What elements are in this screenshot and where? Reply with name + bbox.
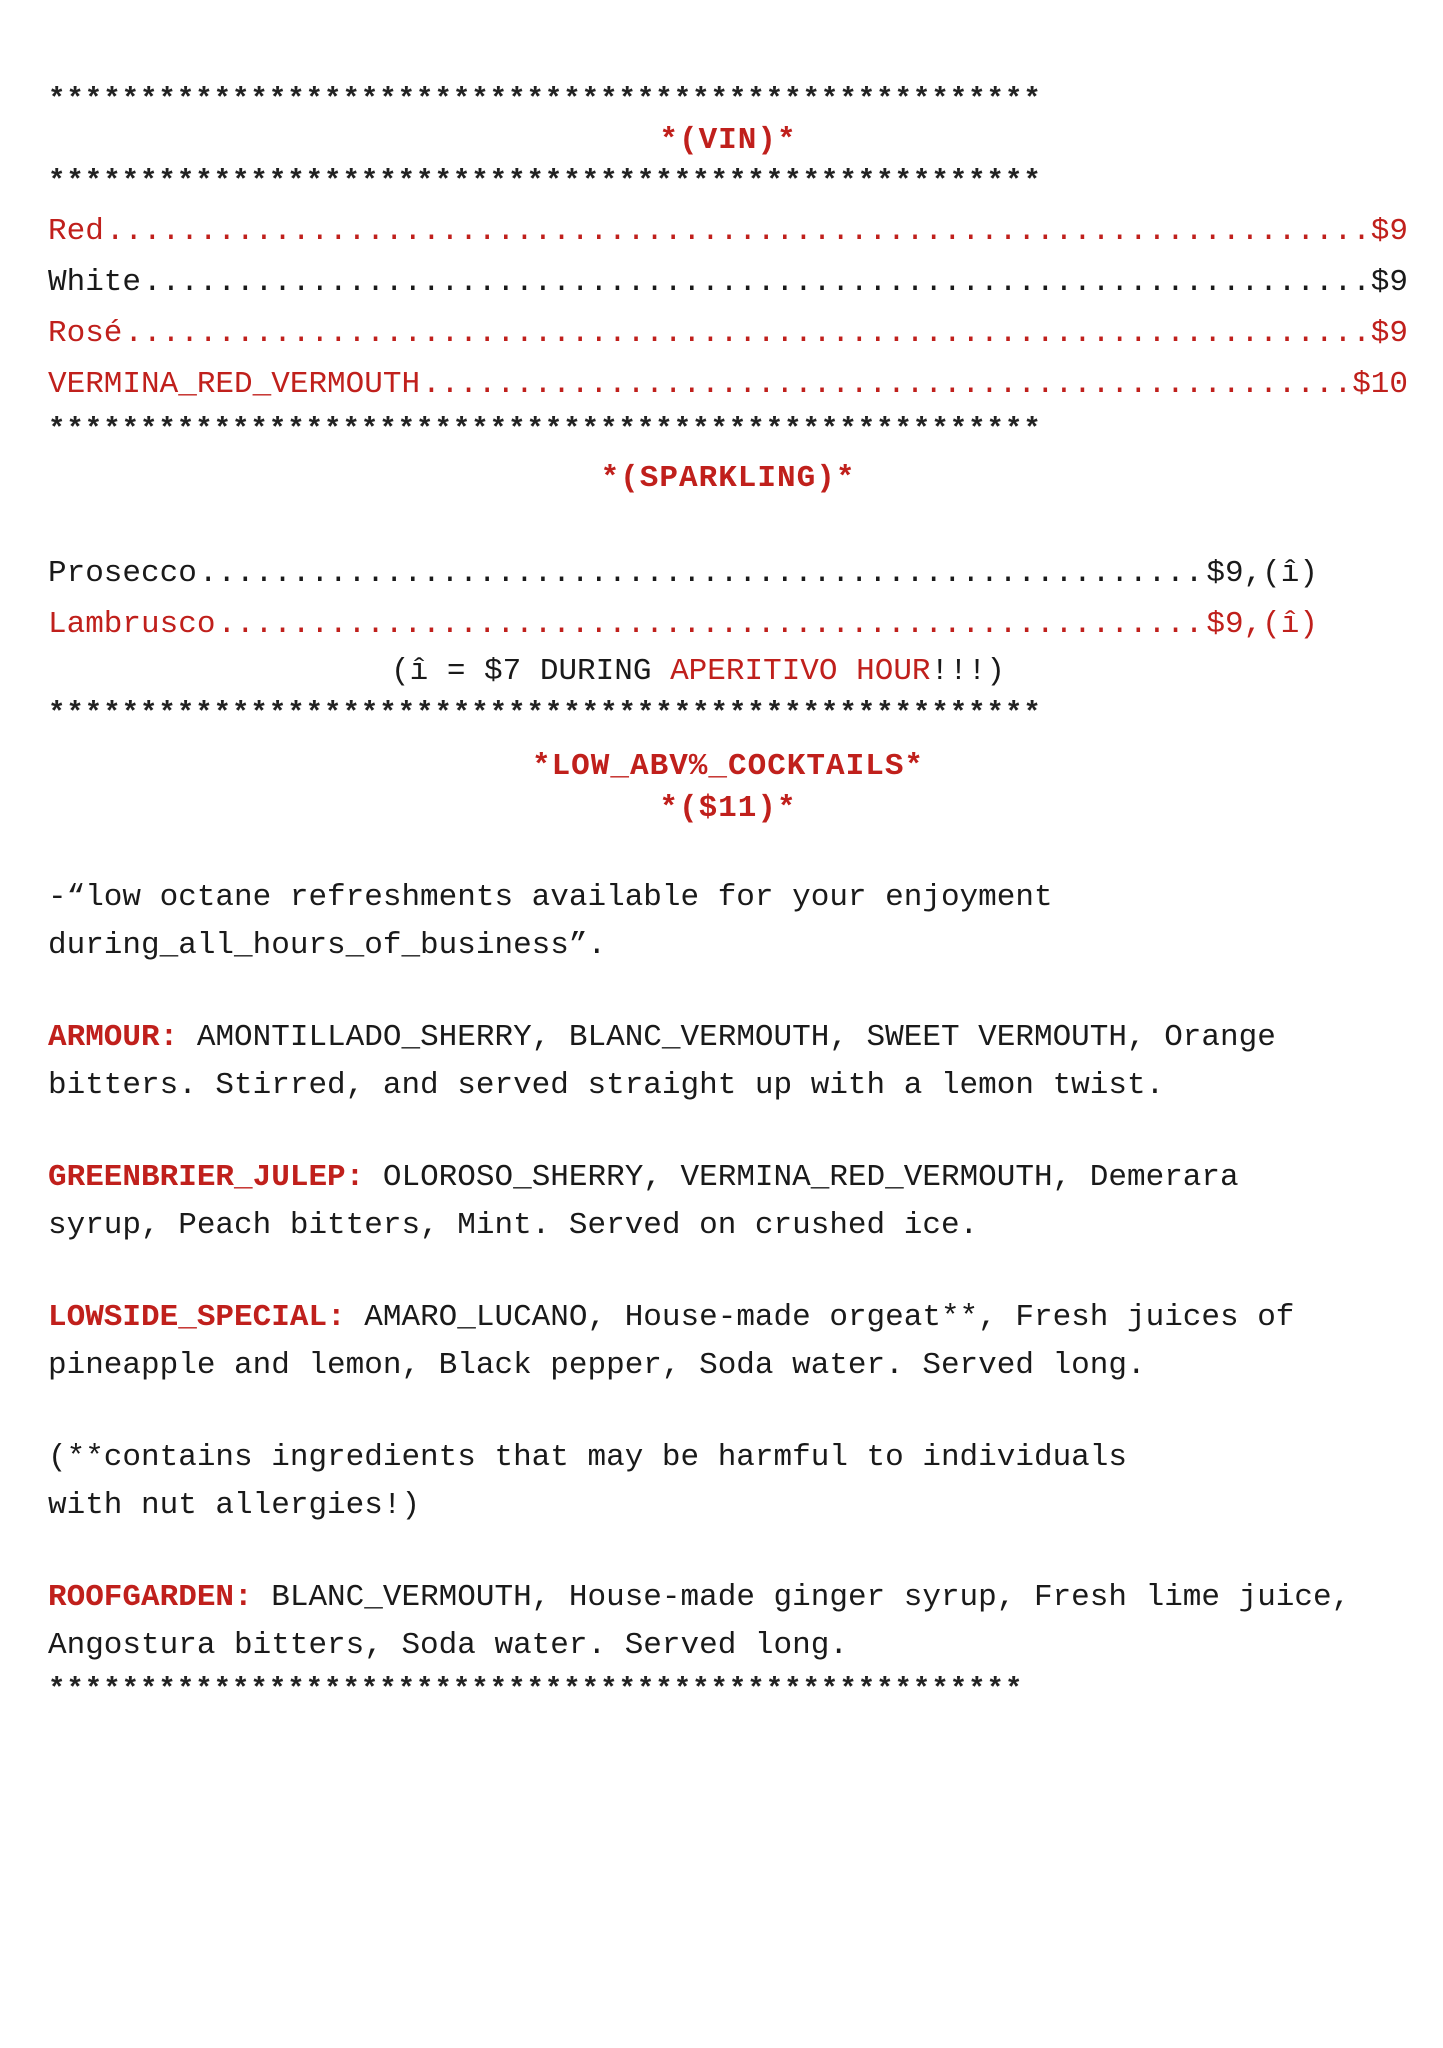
cocktail-description: OLOROSO_SHERRY, VERMINA_RED_VERMOUTH, Demerara syrup, Peach bitters, Mint. Served on crushed ice.	[48, 1160, 1239, 1243]
vin-heading: *(VIN)*	[659, 123, 797, 158]
star-divider: ******************************************************	[48, 413, 1042, 446]
leader-dots	[199, 548, 1205, 599]
cocktail-description: AMONTILLADO_SHERRY, BLANC_VERMOUTH, SWEET VERMOUTH, Orange bitters. Stirred, and served straight up with a lemon twist.	[48, 1020, 1276, 1103]
item-price: $10	[1352, 367, 1408, 402]
cocktail-name: ARMOUR:	[48, 1020, 179, 1055]
note-highlight: APERITIVO HOUR	[670, 654, 931, 689]
note-prefix: (î = $7 DURING	[391, 654, 671, 689]
cocktail-lowside-special	[48, 1294, 1368, 1390]
star-divider: ******************************************************	[48, 83, 1042, 116]
leader-dots	[143, 257, 1369, 308]
item-price: $9	[1370, 214, 1408, 249]
cocktail-description: BLANC_VERMOUTH, House-made ginger syrup, Fresh lime juice, Angostura bitters, Soda water. Served long.	[48, 1580, 1351, 1663]
star-divider: ******************************************************	[48, 165, 1042, 198]
note-suffix: !!!)	[930, 654, 1005, 689]
menu-row-vermina	[48, 359, 1408, 410]
cocktail-name: GREENBRIER_JULEP:	[48, 1160, 365, 1195]
star-divider-end: *****************************************************	[48, 1673, 1024, 1706]
item-name: Prosecco	[48, 556, 197, 591]
star-divider: ******************************************************	[48, 697, 1042, 730]
vin-list	[48, 206, 1408, 410]
cocktail-greenbrier-julep	[48, 1154, 1368, 1250]
allergy-note: (**contains ingredients that may be harmful to individuals with nut allergies!)	[48, 1440, 1127, 1523]
item-price: $9	[1370, 265, 1408, 300]
cocktail-description: AMARO_LUCANO, House-made orgeat**, Fresh juices of pineapple and lemon, Black pepper, Soda water. Served long.	[48, 1300, 1295, 1383]
cocktails-heading: *LOW_ABV%_COCKTAILS*	[531, 749, 925, 784]
menu-row-lambrusco	[48, 599, 1318, 650]
cocktails-intro: -“low octane refreshments available for your enjoyment during_all_hours_of_business”.	[48, 880, 1053, 963]
sparkling-list	[48, 548, 1318, 650]
menu-row-prosecco	[48, 548, 1318, 599]
cocktails-price: *($11)*	[659, 791, 797, 826]
leader-dots	[106, 206, 1369, 257]
cocktail-roofgarden	[48, 1574, 1368, 1670]
item-name: Red	[48, 214, 104, 249]
item-price: $9	[1370, 316, 1408, 351]
item-name: Rosé	[48, 316, 123, 351]
menu-page	[48, 80, 1408, 1710]
sparkling-heading: *(SPARKLING)*	[600, 461, 856, 496]
item-name: VERMINA_RED_VERMOUTH	[48, 367, 421, 402]
aperitivo-note	[0, 650, 1408, 694]
leader-dots	[217, 599, 1204, 650]
leader-dots	[422, 359, 1350, 410]
item-price: $9,(î)	[1206, 607, 1318, 642]
menu-row-rose	[48, 308, 1408, 359]
menu-row-red	[48, 206, 1408, 257]
item-price: $9,(î)	[1206, 556, 1318, 591]
cocktail-name: ROOFGARDEN:	[48, 1580, 253, 1615]
menu-row-white	[48, 257, 1408, 308]
cocktail-armour	[48, 1014, 1368, 1110]
item-name: Lambrusco	[48, 607, 216, 642]
item-name: White	[48, 265, 142, 300]
leader-dots	[124, 308, 1368, 359]
cocktail-name: LOWSIDE_SPECIAL:	[48, 1300, 346, 1335]
